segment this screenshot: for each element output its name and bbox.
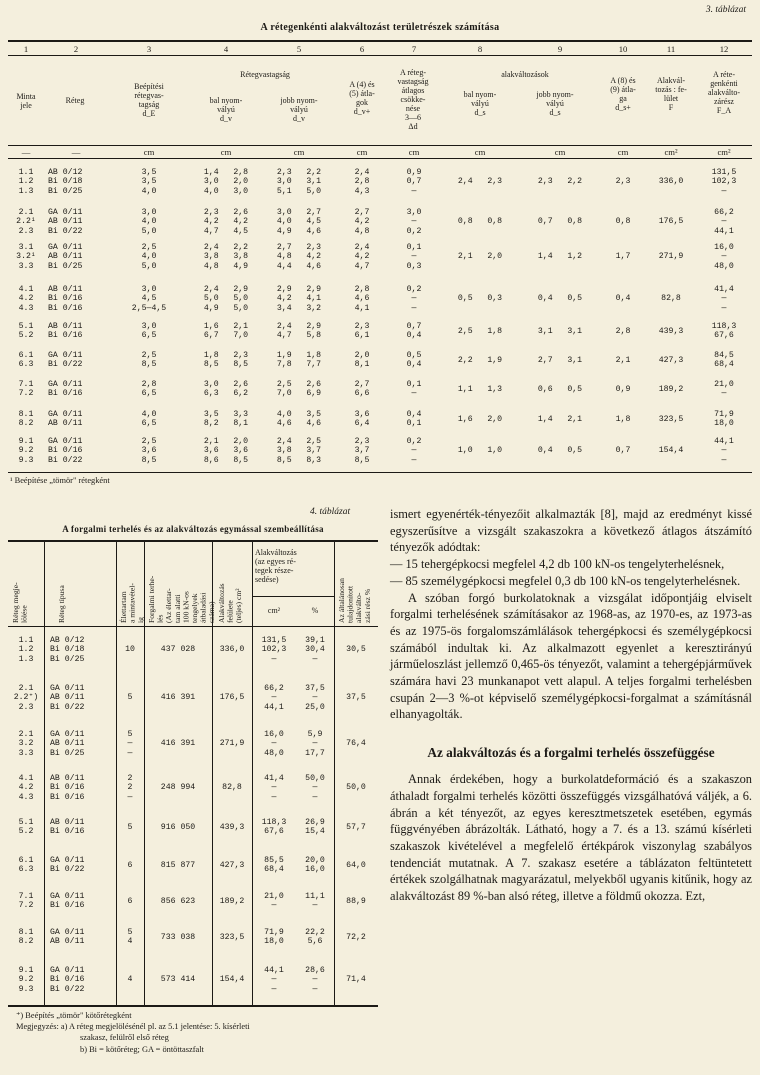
table3-cell-col7: 3,0 — 0,2 <box>406 208 422 236</box>
table3-cell-col4: 2,4 2,2 3,8 3,8 4,8 4,9 <box>203 243 249 271</box>
table3-cell-col7: 0,1 — <box>406 380 422 399</box>
table3-cell-col12: 41,4 — — <box>714 285 734 313</box>
table4-cell-forg: 416 391 <box>160 693 196 703</box>
table4-cell-cm2: 41,4 — — <box>264 774 284 802</box>
table3-cell-col5: 2,4 2,5 3,8 3,7 8,5 8,3 <box>276 437 322 465</box>
list-item-2: — 85 személygépkocsi megfelel 0,3 db 100 kN-os tengelyterhelésnek. <box>390 573 741 588</box>
table3-cell-col10: 2,1 <box>615 355 631 365</box>
table3-cell-col7: 0,5 0,4 <box>406 351 422 370</box>
table4-cell-cm2: 44,1 — — <box>264 966 284 994</box>
table3-cell-col3: 3,5 3,5 4,0 <box>141 168 157 196</box>
table4-cell-atl: 72,2 <box>346 932 366 942</box>
t3-header-csokkenes: A réteg- vastagság átlagos csökke- nése 3—6 Δd <box>397 68 429 131</box>
table3-cell-col6: 2,7 6,6 <box>354 380 370 399</box>
table3-label: 3. táblázat <box>705 5 746 15</box>
table3-cell-col9: 2,3 2,2 <box>537 177 583 187</box>
table3-unit: cm <box>220 147 232 157</box>
t3-header-alakvaltozasok: alakváltozások <box>501 70 549 79</box>
table3-cell-col6: 3,6 6,4 <box>354 410 370 429</box>
table4-cell-ev: 5 <box>127 693 133 703</box>
table4-footnote-2: Megjegyzés: a) A réteg megjelölésénél pl. az 5.1 jelentése: 5. kísérleti <box>16 1022 250 1031</box>
table4-cell-jel: 2.1 3.2 3.3 <box>18 730 34 758</box>
table4-cell-tip: GA 0/11 Bi 0/16 <box>50 892 85 911</box>
table4-cell-jel: 5.1 5.2 <box>18 818 34 837</box>
t3-header-felulet: Alakvál- tozás : fe- lület F <box>655 76 687 112</box>
table4-cell-atl: 64,0 <box>346 860 366 870</box>
table3-cell-col4: 2,1 2,0 3,6 3,6 8,6 8,5 <box>203 437 249 465</box>
table4-cell-atl: 30,5 <box>346 645 366 655</box>
t3-header-beepitesi: Beépítési rétegvas- tagság d_E <box>134 82 164 118</box>
table3-unit: cm² <box>664 147 678 157</box>
table4-cell-atl: 50,0 <box>346 783 366 793</box>
table3-col-number: 6 <box>359 44 365 54</box>
table4-cell-pct: 11,1 — <box>305 892 325 911</box>
table3-cell-col5: 2,5 2,6 7,0 6,9 <box>276 380 322 399</box>
table3-unit: cm <box>408 147 420 157</box>
table4-cell-cm2: 85,5 68,4 <box>264 856 284 875</box>
table3-unit: — <box>71 147 81 157</box>
table4-footnote-3: szakasz, felülről első réteg <box>80 1033 169 1042</box>
table4-cell-cm2: 71,9 18,0 <box>264 928 284 947</box>
table3-cell-col11: 336,0 <box>658 177 684 187</box>
table3-cell-col10: 0,9 <box>615 384 631 394</box>
table3-col-number: 8 <box>477 44 483 54</box>
table4-cell-forg: 416 391 <box>160 739 196 749</box>
table4-cell-tip: AB 0/12 Bi 0/18 Bi 0/25 <box>50 636 85 664</box>
table3-cell-col1: 5.1 5.2 <box>18 322 34 341</box>
table3-cell-col11: 189,2 <box>658 384 684 394</box>
table4-cell-ev: 5 4 <box>127 928 133 947</box>
table3-unit: cm² <box>717 147 731 157</box>
table3-cell-col2: GA 0/11 AB 0/11 <box>48 410 83 429</box>
table4-cell-F: 427,3 <box>219 860 245 870</box>
table4-cell-pct: 50,0 — — <box>305 774 325 802</box>
t4-header-forgalom: Forgalmi terhe- lés (Az élettar- tam alatti 100 kN-os tengelyek átbaladási száma) <box>147 575 217 623</box>
table4-cell-cm2: 66,2 — 44,1 <box>264 684 284 712</box>
table3-cell-col1: 9.1 9.2 9.3 <box>18 437 34 465</box>
table3-cell-col1: 3.1 3.2¹ 3.3 <box>16 243 36 271</box>
table4-footnote-1: ⁺) Beépítés „tömör" kötőrétegként <box>16 1011 132 1020</box>
t4-header-jel: Réteg megje- lölése <box>11 582 29 623</box>
table3-cell-col4: 1,4 2,8 3,0 2,0 4,0 3,0 <box>203 168 249 196</box>
table4-cell-forg: 733 038 <box>160 932 196 942</box>
table4-cell-F: 439,3 <box>219 822 245 832</box>
table3-col-number: 7 <box>411 44 417 54</box>
table3-cell-col3: 2,5 4,0 5,0 <box>141 243 157 271</box>
table3-cell-col10: 0,4 <box>615 294 631 304</box>
table3-cell-col11: 427,3 <box>658 355 684 365</box>
table3-unit: cm <box>356 147 368 157</box>
table3-title: A rétegenkénti alakváltozást területrészek számítása <box>260 22 500 33</box>
table3-unit: cm <box>474 147 486 157</box>
table3-cell-col7: 0,4 0,1 <box>406 410 422 429</box>
table3-cell-col8: 1,0 1,0 <box>457 446 503 456</box>
table3-cell-col10: 1,8 <box>615 414 631 424</box>
paragraph-1: ismert egyenérték-tényezőit alkalmazták [8], majd az eredményt kissé egyszerűsítve a vizsgált szakaszokra a következő átlagos átszámító tényezők adódtak: <box>390 507 752 555</box>
table4-cell-atl: 88,9 <box>346 896 366 906</box>
table4-cell-tip: GA 0/11 AB 0/11 Bi 0/22 <box>50 684 85 712</box>
table4-cell-F: 154,4 <box>219 975 245 985</box>
table4-cell-jel: 9.1 9.2 9.3 <box>18 966 34 994</box>
t4-header-alakv: Alakváltozás (az egyes ré- tegek része- sedése) <box>255 548 297 584</box>
table4-cell-pct: 20,0 16,0 <box>305 856 325 875</box>
table3-col-number: 10 <box>618 44 628 54</box>
table3-cell-col12: 84,5 68,4 <box>714 351 734 370</box>
table3-cell-col9: 3,1 3,1 <box>537 326 583 336</box>
t4-header-cm2: cm² <box>267 606 281 615</box>
table3-cell-col4: 2,4 2,9 5,0 5,0 4,9 5,0 <box>203 285 249 313</box>
table3-col-number: 1 <box>23 44 29 54</box>
table4-cell-forg: 916 050 <box>160 822 196 832</box>
table3-cell-col4: 1,6 2,1 6,7 7,0 <box>203 322 249 341</box>
table3-cell-col9: 1,4 1,2 <box>537 252 583 262</box>
table3-cell-col5: 4,0 3,5 4,6 4,6 <box>276 410 322 429</box>
table3-cell-col5: 1,9 1,8 7,8 7,7 <box>276 351 322 370</box>
table4-cell-pct: 28,6 — — <box>305 966 325 994</box>
table3-cell-col2: GA 0/11 Bi 0/16 <box>48 380 83 399</box>
table3-cell-col1: 2.1 2.2¹ 2.3 <box>16 208 36 236</box>
table3-col-number: 11 <box>666 44 676 54</box>
table3-cell-col5: 2,4 2,9 4,7 5,8 <box>276 322 322 341</box>
table4-cell-F: 189,2 <box>219 896 245 906</box>
table3-cell-col6: 2,8 4,6 4,1 <box>354 285 370 313</box>
table3-cell-col10: 1,7 <box>615 252 631 262</box>
t3-header-fa: A réte- genkénti alakválto- zárész F_A <box>708 70 740 115</box>
table4-cell-tip: GA 0/11 AB 0/11 Bi 0/25 <box>50 730 85 758</box>
table4-cell-cm2: 118,3 67,6 <box>261 818 287 837</box>
table3-cell-col8: 0,8 0,8 <box>457 217 503 227</box>
table3-cell-col2: GA 0/11 AB 0/11 Bi 0/22 <box>48 208 83 236</box>
table3-cell-col6: 2,7 4,2 4,8 <box>354 208 370 236</box>
table4-cell-ev: 6 <box>127 860 133 870</box>
table3-unit: cm <box>143 147 155 157</box>
table4-footnote-4: b) Bi = kötőréteg; GA = öntöttaszfalt <box>80 1045 204 1054</box>
t4-header-tipus: Réteg típusa <box>57 585 66 623</box>
paragraph-3: Annak érdekében, hogy a burkolatdeformáció és a szakaszon áthaladt forgalmi terhelés közötti összefüggés vizsgálhatóvá váljék, a 6. ábrán a két tényezőt, az egyes keresztmetszetek esetében, egymás függvényében ábrázolták. Látható, hogy a 7. és a 13. számú kísérleti szakaszok kivételével a megfelelő értékpárok viszonylag szabályos tendenciát mutatnak. A 7. szakasz esetére a táblázaton feltüntetett értékek szolgálhatnak magyarázatul, melyekből ugyanis kitűnik, hogy az alakváltozást 89 %-ban alsó réteg, illetve a földmű okozza. Ezt, <box>390 772 752 904</box>
t4-header-pct: % <box>311 606 319 615</box>
table4-cell-ev: 6 <box>127 896 133 906</box>
table4-cell-atl: 57,7 <box>346 822 366 832</box>
t3-header-jobb2: jobb nyom- vályú d_s <box>536 90 574 117</box>
table3-cell-col12: 21,0 — <box>714 380 734 399</box>
t4-header-alakF: Alakváltozás felülete (teljes) cm² <box>217 583 244 623</box>
table4-cell-pct: 39,1 30,4 — <box>305 636 325 664</box>
table3-cell-col2: GA 0/11 Bi 0/22 <box>48 351 83 370</box>
table3-cell-col9: 0,4 0,5 <box>537 446 583 456</box>
table3-col-number: 5 <box>296 44 302 54</box>
table3-cell-col4: 3,5 3,3 8,2 8,1 <box>203 410 249 429</box>
table3-unit: cm <box>554 147 566 157</box>
table3-cell-col12: 131,5 102,3 — <box>711 168 737 196</box>
list-item-1: — 15 tehergépkocsi megfelel 4,2 db 100 kN-os tengelyterhelésnek, <box>390 557 725 572</box>
table3-cell-col8: 0,5 0,3 <box>457 294 503 304</box>
table3-cell-col11: 439,3 <box>658 326 684 336</box>
table3-cell-col2: AB 0/11 Bi 0/16 Bi 0/16 <box>48 285 83 313</box>
table3-unit: cm <box>293 147 305 157</box>
t3-header-retegvastagsag: Rétegvastagság <box>240 70 290 79</box>
table3-cell-col12: 44,1 — — <box>714 437 734 465</box>
table3-cell-col10: 0,8 <box>615 217 631 227</box>
table3-cell-col8: 2,5 1,8 <box>457 326 503 336</box>
t3-header-atlag2: A (8) és (9) átla- ga d_s+ <box>610 76 636 112</box>
table3-cell-col3: 2,5 3,6 8,5 <box>141 437 157 465</box>
table3-cell-col1: 4.1 4.2 4.3 <box>18 285 34 313</box>
table3-col-number: 4 <box>223 44 229 54</box>
table3-col-number: 9 <box>557 44 563 54</box>
table4-cell-ev: 5 — — <box>127 730 133 758</box>
table4-cell-jel: 6.1 6.3 <box>18 856 34 875</box>
table3-cell-col8: 2,1 2,0 <box>457 252 503 262</box>
table3-cell-col4: 2,3 2,6 4,2 4,2 4,7 4,5 <box>203 208 249 236</box>
table4-cell-ev: 5 <box>127 822 133 832</box>
table3-unit: — <box>21 147 31 157</box>
table3-cell-col6: 2,3 3,7 8,5 <box>354 437 370 465</box>
table4-cell-ev: 10 <box>125 645 135 655</box>
table3-footnote: ¹ Beépítése „tömör" rétegként <box>10 476 110 485</box>
table3-col-number: 3 <box>146 44 152 54</box>
table4-cell-forg: 248 994 <box>160 783 196 793</box>
table4-cell-F: 176,5 <box>219 693 245 703</box>
table4-cell-tip: GA 0/11 Bi 0/22 <box>50 856 85 875</box>
table3-cell-col12: 16,0 — 48,0 <box>714 243 734 271</box>
table3-cell-col6: 2,4 4,2 4,7 <box>354 243 370 271</box>
table3-cell-col8: 1,1 1,3 <box>457 384 503 394</box>
table3-unit: cm <box>617 147 629 157</box>
table3-cell-col11: 176,5 <box>658 217 684 227</box>
table4-cell-tip: AB 0/11 Bi 0/16 <box>50 818 85 837</box>
t3-header-bal2: bal nyom- vályú d_s <box>463 90 497 117</box>
table4-cell-ev: 4 <box>127 975 133 985</box>
table3-cell-col7: 0,7 0,4 <box>406 322 422 341</box>
table3-cell-col9: 1,4 2,1 <box>537 414 583 424</box>
table3-cell-col5: 3,0 2,7 4,0 4,5 4,9 4,6 <box>276 208 322 236</box>
table3-cell-col2: AB 0/11 Bi 0/16 <box>48 322 83 341</box>
table3-cell-col7: 0,9 0,7 — <box>406 168 422 196</box>
table3-cell-col11: 82,8 <box>661 294 681 304</box>
table3-cell-col8: 1,6 2,0 <box>457 414 503 424</box>
table4-cell-atl: 71,4 <box>346 975 366 985</box>
t3-header-reteg: Réteg <box>65 96 85 105</box>
table3-cell-col11: 154,4 <box>658 446 684 456</box>
table3-cell-col5: 2,9 2,9 4,2 4,1 3,4 3,2 <box>276 285 322 313</box>
table3-cell-col3: 3,0 4,0 5,0 <box>141 208 157 236</box>
table3-cell-col10: 0,7 <box>615 446 631 456</box>
t3-header-bal: bal nyom- vályú d_v <box>209 96 243 123</box>
table4-cell-pct: 37,5 — 25,0 <box>305 684 325 712</box>
table3-cell-col1: 7.1 7.2 <box>18 380 34 399</box>
table4-cell-cm2: 131,5 102,3 — <box>261 636 287 664</box>
table3-cell-col9: 0,4 0,5 <box>537 294 583 304</box>
table3-cell-col3: 2,5 8,5 <box>141 351 157 370</box>
table3-col-number: 2 <box>73 44 79 54</box>
table4-cell-jel: 7.1 7.2 <box>18 892 34 911</box>
body-text-column <box>390 506 752 905</box>
table3-cell-col6: 2,4 2,8 4,3 <box>354 168 370 196</box>
table4-cell-atl: 37,5 <box>346 693 366 703</box>
table3-cell-col6: 2,3 6,1 <box>354 322 370 341</box>
table4-cell-jel: 4.1 4.2 4.3 <box>18 774 34 802</box>
table3-cell-col2: AB 0/12 Bi 0/18 Bi 0/25 <box>48 168 83 196</box>
table3-col-number: 12 <box>719 44 729 54</box>
table4-cell-tip: AB 0/11 Bi 0/16 Bi 0/16 <box>50 774 85 802</box>
table4-cell-jel: 2.1 2.2⁺) 2.3 <box>13 684 39 712</box>
table3-cell-col7: 0,2 — — <box>406 437 422 465</box>
t3-header-atlag: A (4) és (5) átla- gok d_v+ <box>349 80 375 116</box>
table4-cell-jel: 1.1 1.2 1.3 <box>18 636 34 664</box>
table4-cell-atl: 76,4 <box>346 739 366 749</box>
table4-cell-F: 323,5 <box>219 932 245 942</box>
table4-cell-pct: 26,9 15,4 <box>305 818 325 837</box>
table3-cell-col8: 2,4 2,3 <box>457 177 503 187</box>
table4-cell-forg: 856 623 <box>160 896 196 906</box>
table3-cell-col11: 271,9 <box>658 252 684 262</box>
table4-cell-F: 271,9 <box>219 739 245 749</box>
table3-cell-col7: 0,2 — — <box>406 285 422 313</box>
table4-cell-cm2: 16,0 — 48,0 <box>264 730 284 758</box>
table3-cell-col4: 3,0 2,6 6,3 6,2 <box>203 380 249 399</box>
table3-cell-col1: 8.1 8.2 <box>18 410 34 429</box>
table4-cell-F: 82,8 <box>222 783 242 793</box>
table4-cell-tip: GA 0/11 AB 0/11 <box>50 928 85 947</box>
table3-cell-col6: 2,0 8,1 <box>354 351 370 370</box>
table4-cell-forg: 573 414 <box>160 975 196 985</box>
table3-cell-col9: 0,6 0,5 <box>537 384 583 394</box>
table4-cell-cm2: 21,0 — <box>264 892 284 911</box>
table3-cell-col8: 2,2 1,9 <box>457 355 503 365</box>
table4-label: 4. táblázat <box>310 507 351 517</box>
table3-cell-col2: GA 0/11 AB 0/11 Bi 0/25 <box>48 243 83 271</box>
t3-header-minta: Minta jele <box>16 92 36 110</box>
t4-header-atlagos: Az általánosan tulajdonított alakválto- zási rész % <box>337 578 372 623</box>
table3-cell-col9: 2,7 3,1 <box>537 355 583 365</box>
table3-cell-col10: 2,3 <box>615 177 631 187</box>
t4-header-eletkor: Élettartam a mintavétel- ig <box>119 583 146 623</box>
table3-cell-col11: 323,5 <box>658 414 684 424</box>
t3-header-jobb: jobb nyom- vályú d_v <box>280 96 318 123</box>
table3-cell-col3: 3,0 6,5 <box>141 322 157 341</box>
table3-cell-col3: 2,8 6,5 <box>141 380 157 399</box>
table4-cell-forg: 437 028 <box>160 645 196 655</box>
table4-cell-ev: 2 2 — <box>127 774 133 802</box>
paragraph-2: A szóban forgó burkolatoknak a vizsgálat időpontjáig elviselt forgalmi terhelésének számításakor az 1968-as, az 1970-es, az 1973-as és az 1975-ös forgalomszámlálások tehergépkocsi és személygépkocsi számából indultak ki. Az alkalmazott egyenlet a keresztirányú járműeloszlást jellemző 0,465-ös tényezőt, valamint a tehergépjárművek számára havi 23 munkanapot vett alapul. A teljes forgalmi terhelésben csupán 2—3 %-ot képviselő személygépkocsi-forgalmat a számításnál elhanyagolták. <box>390 590 752 722</box>
table3-cell-col1: 1.1 1.2 1.3 <box>18 168 34 196</box>
table3-cell-col10: 2,8 <box>615 326 631 336</box>
table4-cell-pct: 5,9 — 17,7 <box>305 730 325 758</box>
section-heading: Az alakváltozás és a forgalmi terhelés összefüggése <box>427 745 715 761</box>
table3-cell-col1: 6.1 6.3 <box>18 351 34 370</box>
table4-cell-F: 336,0 <box>219 645 245 655</box>
table3-cell-col5: 2,7 2,3 4,8 4,2 4,4 4,6 <box>276 243 322 271</box>
table4-cell-forg: 815 877 <box>160 860 196 870</box>
table3-cell-col4: 1,8 2,3 8,5 8,5 <box>203 351 249 370</box>
table4-cell-jel: 8.1 8.2 <box>18 928 34 947</box>
table3-cell-col12: 66,2 — 44,1 <box>714 208 734 236</box>
table3-cell-col12: 71,9 18,0 <box>714 410 734 429</box>
table3-cell-col9: 0,7 0,8 <box>537 217 583 227</box>
table3-cell-col2: GA 0/11 Bi 0/16 Bi 0/22 <box>48 437 83 465</box>
table3-cell-col12: 118,3 67,6 <box>711 322 737 341</box>
table4-cell-tip: GA 0/11 Bi 0/16 Bi 0/22 <box>50 966 85 994</box>
table3-cell-col5: 2,3 2,2 3,0 3,1 5,1 5,0 <box>276 168 322 196</box>
table3-cell-col3: 4,0 6,5 <box>141 410 157 429</box>
table3-cell-col7: 0,1 — 0,3 <box>406 243 422 271</box>
table4-title: A forgalmi terhelés és az alakváltozás egymással szembeállítása <box>62 524 324 534</box>
table4-cell-pct: 22,2 5,6 <box>305 928 325 947</box>
table3-cell-col3: 3,0 4,5 2,5—4,5 <box>131 285 167 313</box>
